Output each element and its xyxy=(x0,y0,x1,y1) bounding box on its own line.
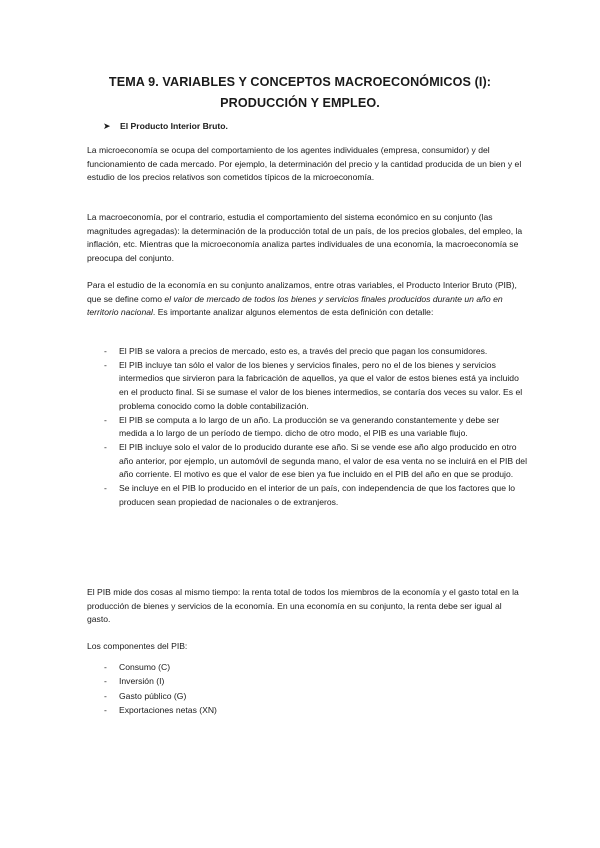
paragraph-pib-definition xyxy=(87,279,527,320)
list-item: - Exportaciones netas (XN) xyxy=(87,703,527,717)
dash-bullet: - xyxy=(104,346,107,356)
list-item: - El PIB se computa a lo largo de un año. La producción se va generando constantemente y debe ser medida a lo largo de un período de tiempo. dicho de otro modo, el PIB es una variable flujo. xyxy=(104,414,500,439)
document-title-line-2: PRODUCCIÓN Y EMPLEO. xyxy=(220,96,380,110)
section-heading-text: El Producto Interior Bruto. xyxy=(120,121,228,131)
list-item: - El PIB incluye solo el valor de lo producido durante ese año. Si se vende ese año algo producido en otro año anterior, por ejemplo, un automóvil de segunda mano, el valor de esa venta no se incluirá en el PIB del año corriente. El motivo es que el valor de ese bien ya fue incluido en el PIB del año en que se produjo. xyxy=(104,441,527,480)
dash-bullet: - xyxy=(104,414,107,425)
definition-intro: Para el estudio de la economía en su conjunto analizamos, entre otras variables, el Producto Interior Bruto (PIB), que se define como xyxy=(87,280,517,304)
definition-outro: . Es importante analizar algunos elementos de esta definición con detalle: xyxy=(152,307,434,318)
paragraph-macroeconomia: La macroeconomía, por el contrario, estudia el comportamiento del sistema económico en su conjunto (las magnitudes agregadas): la determinación de la producción total de un país, de los precios globales, del empleo, la inflación, etc. Mientras que la microeconomía analiza partes individuales de una economía, la macroeconomía se preocupa del conjunto. xyxy=(87,212,523,264)
list-item: - El PIB incluye tan sólo el valor de los bienes y servicios finales, pero no el de los bienes y servicios intermedios que sirvieron para la fabricación de aquellos, ya que el valor de estos bienes está ya incluido en el producto final. Si se sumase el valor de los bienes intermedios, se contaría dos veces su valor. Es el problema conocido como la doble contabilización. xyxy=(104,359,523,411)
paragraph-componentes: Los componentes del PIB: xyxy=(87,641,188,651)
list-item: - El PIB se valora a precios de mercado, esto es, a través del precio que pagan los consumidores. xyxy=(87,345,527,359)
dash-bullet: - xyxy=(104,441,107,452)
definition-elements-list xyxy=(87,345,527,509)
pib-components-list xyxy=(87,660,527,718)
list-item: - Se incluye en el PIB lo producido en el interior de un país, con independencia de que los factores que lo producen sean propiedad de nacionales o de extranjeros. xyxy=(104,483,516,507)
dash-bullet: - xyxy=(104,690,107,701)
list-item: - Gasto público (G) xyxy=(87,689,527,703)
definition-italic: el valor de mercado de todos los bienes y servicios finales producidos durante un año en territorio nacional xyxy=(87,293,503,318)
document-title-line-1: TEMA 9. VARIABLES Y CONCEPTOS MACROECONÓMICOS (I): xyxy=(108,75,492,89)
list-item: - Inversión (I) xyxy=(87,674,527,688)
dash-bullet: - xyxy=(104,359,107,370)
dash-bullet: - xyxy=(104,705,107,716)
list-item: - Consumo (C) xyxy=(87,660,527,674)
dash-bullet: - xyxy=(104,676,107,687)
dash-bullet: - xyxy=(104,662,107,672)
paragraph-pib-mide: El PIB mide dos cosas al mismo tiempo: la renta total de todos los miembros de la economía y el gasto total en la producción de bienes y servicios de la economía. En una economía en su conjunto, la renta debe ser igual al gasto. xyxy=(87,587,519,625)
dash-bullet: - xyxy=(104,483,107,494)
arrow-bullet-icon: ➤ xyxy=(103,121,111,131)
paragraph-microeconomia: La microeconomía se ocupa del comportamiento de los agentes individuales (empresa, consumidor) y del funcionamiento de cada mercado. Por ejemplo, la determinación del precio y la cantidad producida de un bien y el estudio de los precios relativos son cometidos típicos de la microeconomía. xyxy=(87,145,522,183)
